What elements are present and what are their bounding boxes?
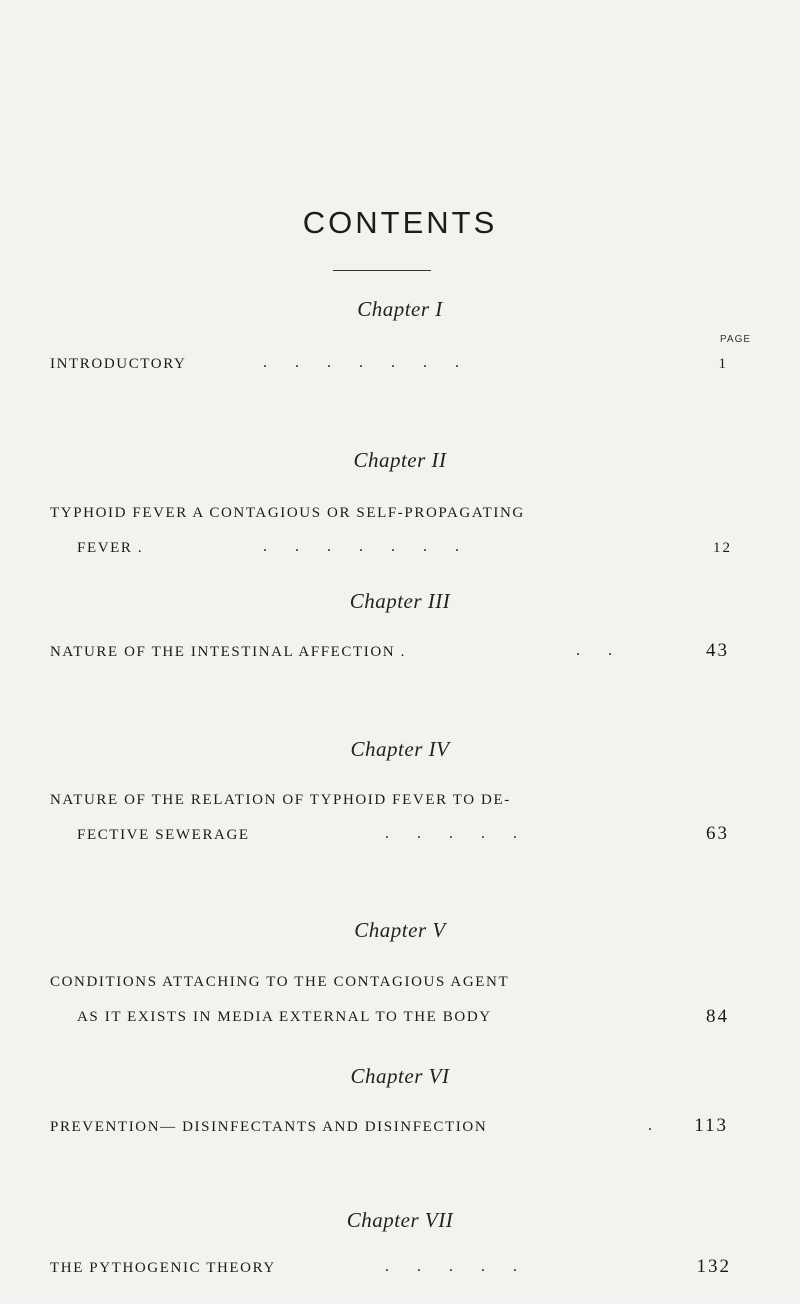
chapter-heading-5: Chapter V	[354, 918, 446, 942]
chapter-3-page-number: 43	[706, 640, 729, 661]
chapter-5-title-line-2: AS IT EXISTS IN MEDIA EXTERNAL TO THE BODY	[77, 1009, 492, 1025]
chapter-heading-2: Chapter II	[353, 448, 447, 472]
chapter-1-title: INTRODUCTORY	[50, 356, 187, 372]
chapter-4-title-line-2: FECTIVE SEWERAGE	[77, 827, 250, 843]
chapter-2-title-line-1: TYPHOID FEVER A CONTAGIOUS OR SELF-PROPAGATING	[50, 505, 525, 521]
chapter-3-title: NATURE OF THE INTESTINAL AFFECTION .	[50, 644, 406, 660]
chapter-3-leader-dots: . .	[576, 642, 612, 659]
chapter-1-page-number: 1	[718, 356, 728, 372]
chapter-5-title-line-1: CONDITIONS ATTACHING TO THE CONTAGIOUS AGENT	[50, 974, 510, 990]
chapter-4-leader-dots: . . . . .	[385, 825, 517, 842]
chapter-6-leader-dots: .	[648, 1117, 652, 1134]
page-column-label: PAGE	[720, 334, 752, 345]
chapter-4-title-line-1: NATURE OF THE RELATION OF TYPHOID FEVER TO DE-	[50, 792, 511, 808]
chapter-7-page-number: 132	[696, 1256, 731, 1277]
title-rule	[333, 270, 431, 271]
chapter-7-leader-dots: . . . . .	[385, 1258, 517, 1275]
chapter-6-page-number: 113	[694, 1115, 728, 1136]
chapter-heading-6: Chapter VI	[350, 1064, 450, 1088]
page-title: CONTENTS	[302, 205, 498, 240]
chapter-5-page-number: 84	[706, 1006, 729, 1027]
chapter-1-leader-dots: . . . . . . .	[263, 354, 459, 371]
chapter-heading-3: Chapter III	[349, 589, 451, 613]
chapter-2-page-number: 12	[713, 540, 732, 556]
chapter-7-title: THE PYTHOGENIC THEORY	[50, 1260, 276, 1276]
chapter-heading-1: Chapter I	[357, 297, 443, 321]
chapter-2-title-line-2: FEVER .	[77, 540, 144, 556]
chapter-2-leader-dots: . . . . . . .	[263, 538, 459, 555]
chapter-4-page-number: 63	[706, 823, 729, 844]
chapter-heading-7: Chapter VII	[346, 1208, 454, 1232]
chapter-6-title: PREVENTION— DISINFECTANTS AND DISINFECTION	[50, 1119, 488, 1135]
chapter-heading-4: Chapter IV	[350, 737, 450, 761]
